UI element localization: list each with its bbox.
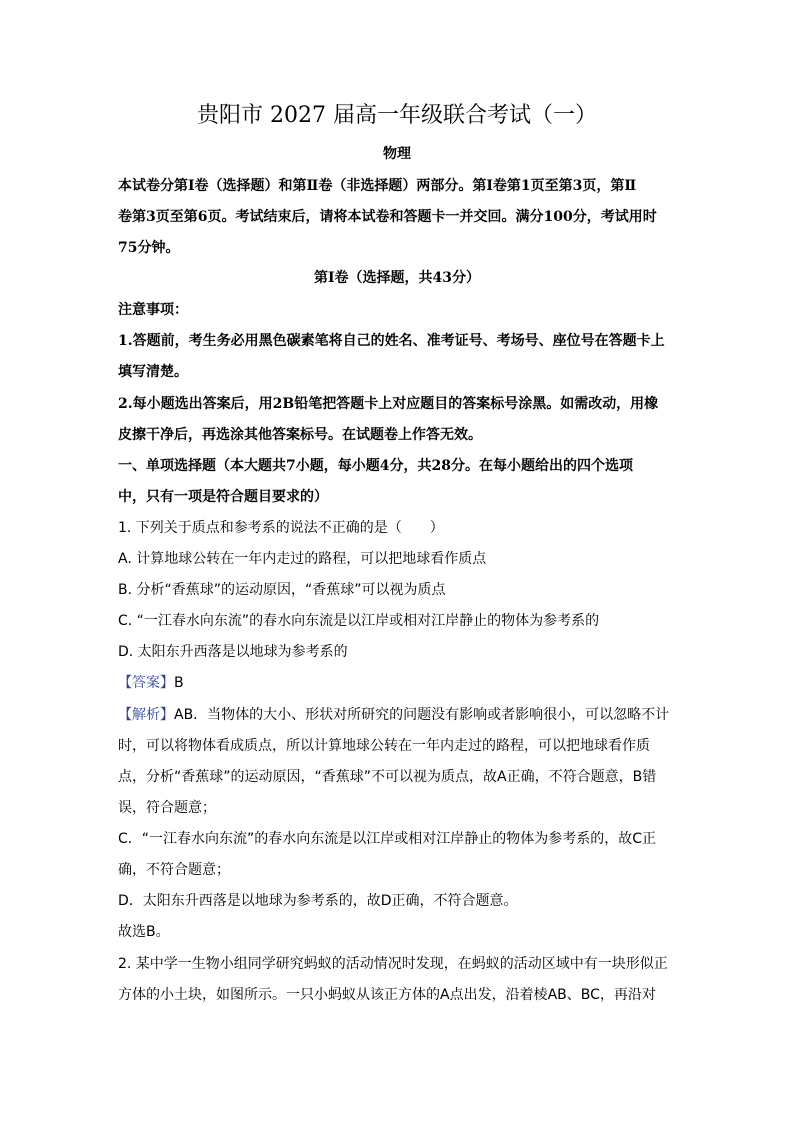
subject-title: 物理 [383,146,411,162]
analysis-line: 确，不符合题意； [118,862,230,878]
intro-line: 本试卷分第Ⅰ卷（选择题）和第Ⅱ卷（非选择题）两部分。第Ⅰ卷第1页至第3页，第Ⅱ [118,178,637,194]
answer-line [118,673,678,693]
notice-item: 2.每小题选出答案后，用2B铅笔把答题卡上对应题目的答案标号涂黑。如需改动，用橡 [118,396,659,412]
analysis-line: 时，可以将物体看成质点，所以计算地球公转在一年内走过的路程，可以把地球看作质 [118,738,650,754]
notice-item: 皮擦干净后，再选涂其他答案标号。在试题卷上作答无效。 [118,427,482,443]
question-stem: 方体的小土块，如图所示。一只小蚂蚁从该正方体的A点出发，沿着棱AB、BC，再沿对 [118,987,656,1003]
analysis-line: 误，符合题意； [118,800,216,816]
analysis-line [118,705,678,725]
analysis-text: AB．当物体的大小、形状对所研究的问题没有影响或者影响很小，可以忽略不计 [174,707,670,723]
option-c: C. “一江春水向东流”的春水向东流是以江岸或相对江岸静止的物体为参考系的 [118,613,600,629]
analysis-line: C．“一江春水向东流”的春水向东流是以江岸或相对江岸静止的物体为参考系的，故C正 [118,831,657,847]
part-heading: 一、单项选择题（本大题共7小题，每小题4分，共28分。在每小题给出的四个选项 [118,458,633,474]
answer-value: B [174,675,184,691]
analysis-line: 点，分析“香蕉球”的运动原因，“香蕉球”不可以视为质点，故A正确，不符合题意，B错 [118,769,657,785]
option-a: A. 计算地球公转在一年内走过的路程，可以把地球看作质点 [118,551,487,567]
question-stem: 1. 下列关于质点和参考系的说法不正确的是（ ） [118,520,444,536]
notice-title: 注意事项： [118,302,188,318]
part-heading: 中，只有一项是符合题目要求的） [118,489,328,505]
intro-line: 75分钟。 [118,240,180,256]
analysis-tag: 【解析】 [118,707,174,723]
section-heading: 第Ⅰ卷（选择题，共43分） [313,270,481,286]
intro-line: 卷第3页至第6页。考试结束后，请将本试卷和答题卡一并交回。满分100分，考试用时 [118,209,657,225]
notice-item: 填写清楚。 [118,364,188,380]
exam-title: 贵阳市 2027 届高一年级联合考试（一） [197,103,597,128]
question-stem: 2. 某中学一生物小组同学研究蚂蚁的活动情况时发现，在蚂蚁的活动区域中有一块形似正 [118,956,668,972]
option-d: D. 太阳东升西落是以地球为参考系的 [118,644,348,660]
notice-item: 1.答题前，考生务必用黑色碳素笔将自己的姓名、准考证号、考场号、座位号在答题卡上 [118,333,665,349]
answer-tag: 【答案】 [118,675,174,691]
analysis-line: D．太阳东升西落是以地球为参考系的，故D正确，不符合题意。 [118,893,518,909]
option-b: B. 分析“香蕉球”的运动原因，“香蕉球”可以视为质点 [118,582,446,598]
conclusion-line: 故选B。 [118,924,170,940]
